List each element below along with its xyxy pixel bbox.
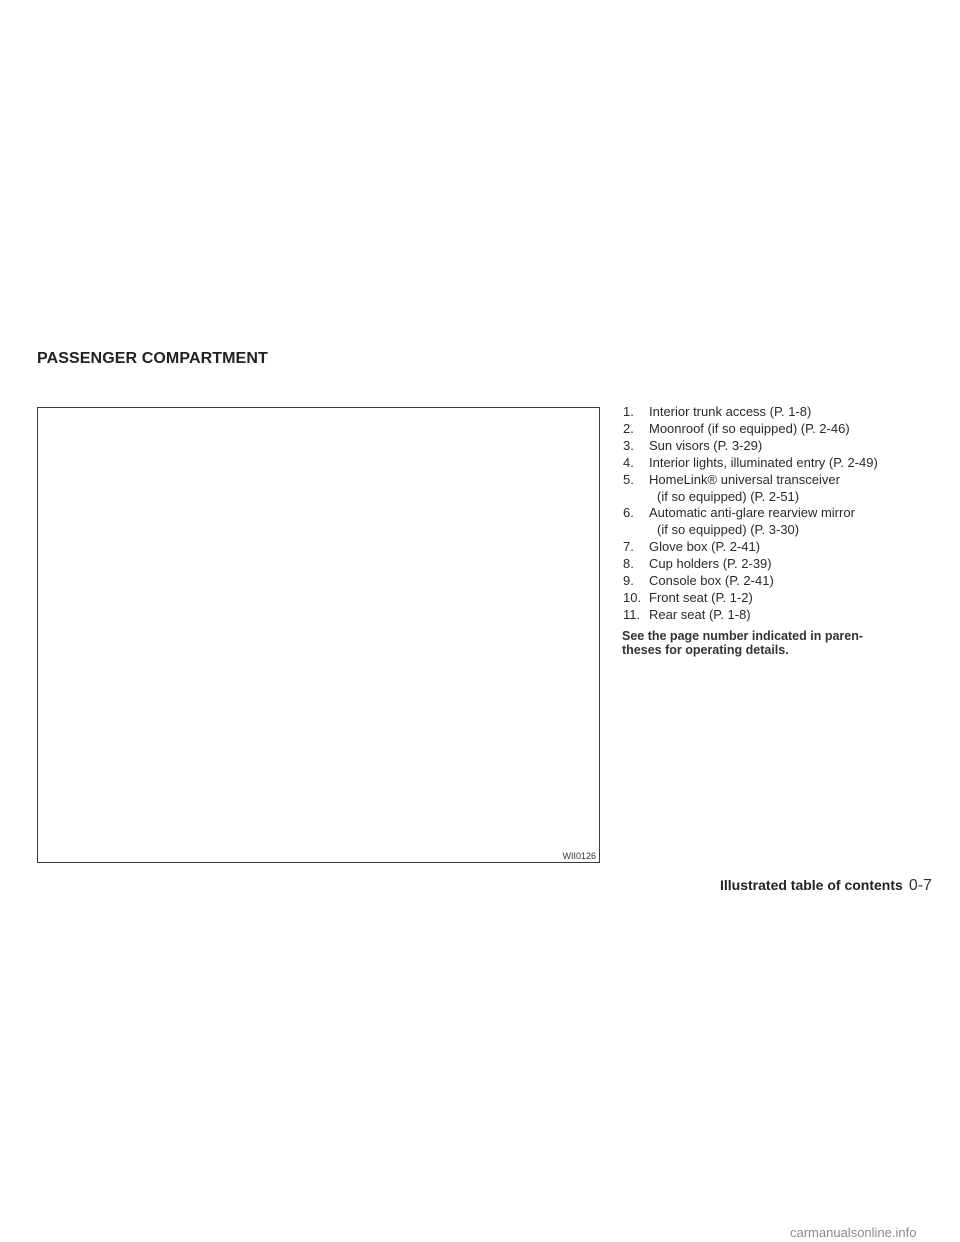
note-line: theses for operating details. (622, 643, 789, 657)
figure-code: WII0126 (562, 851, 596, 861)
list-item: 2. Moonroof (if so equipped) (P. 2-46) (623, 420, 850, 436)
list-item: 7. Glove box (P. 2-41) (623, 539, 761, 555)
illustration-frame (37, 407, 600, 863)
list-item: 1. Interior trunk access (P. 1-8) (623, 404, 812, 419)
watermark: carmanualsonline.info (790, 1225, 917, 1240)
note-line: See the page number indicated in paren- (622, 629, 864, 643)
list-item: 4. Interior lights, illuminated entry (P. 2-49) (623, 454, 878, 470)
list-item: 11. Rear seat (P. 1-8) (623, 606, 751, 622)
page-footer (720, 877, 932, 895)
list-item: 3. Sun visors (P. 3-29) (623, 437, 763, 453)
page-number: 0-7 (908, 877, 932, 894)
list-item: 10. Front seat (P. 1-2) (623, 589, 753, 605)
section-title: PASSENGER COMPARTMENT (37, 350, 268, 367)
footer-section-label: Illustrated table of contents (720, 877, 903, 893)
operating-details-note (622, 629, 912, 657)
list-item: 9. Console box (P. 2-41) (623, 573, 774, 589)
list-item: 8. Cup holders (P. 2-39) (623, 556, 772, 572)
component-list (622, 404, 922, 624)
list-item: 6. Automatic anti-glare rearview mirror (if so equipped) (P. 3-30) (623, 505, 855, 538)
list-item: 5. HomeLink® universal transceiver (if so equipped) (P. 2-51) (623, 471, 840, 504)
